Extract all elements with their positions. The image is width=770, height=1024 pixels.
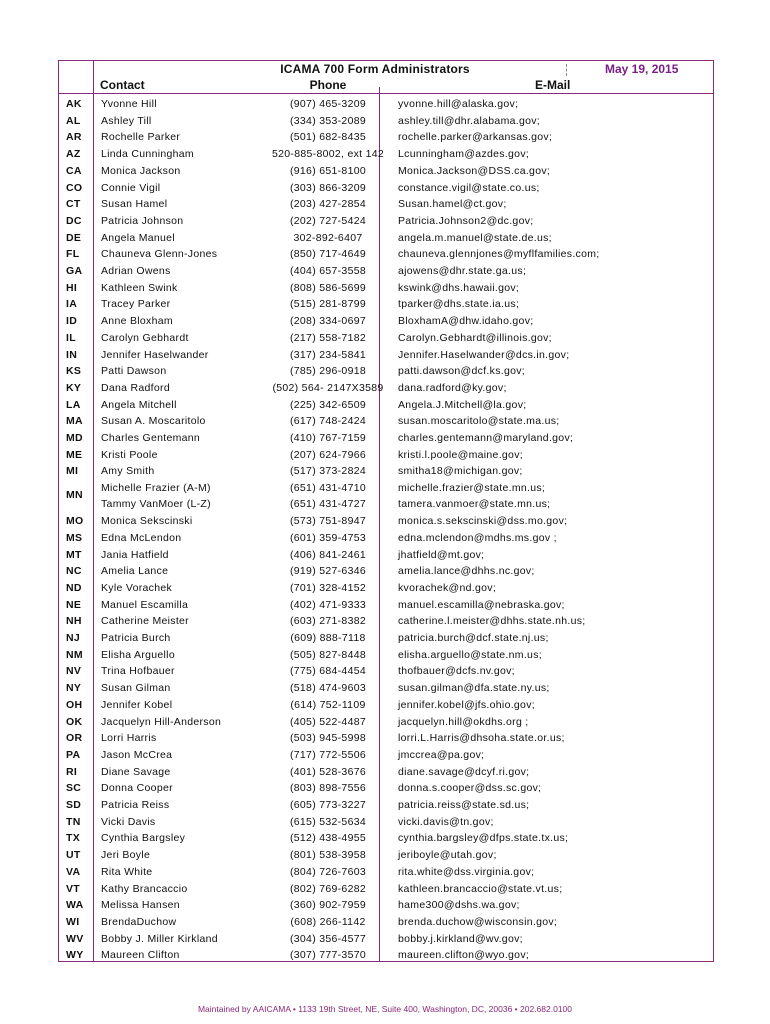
table-row — [58, 897, 713, 914]
contact-phone: (334) 353-2089 — [289, 114, 366, 127]
contact-name: Carolyn Gebhardt — [101, 331, 189, 344]
state-code: IA — [66, 298, 78, 311]
state-code: NY — [66, 682, 82, 695]
state-code: TN — [66, 815, 81, 828]
contact-name: Bobby J. Miller Kirkland — [101, 932, 218, 945]
contact-phone: (617) 748-2424 — [289, 415, 366, 428]
contact-email[interactable]: kathleen.brancaccio@state.vt.us; — [398, 882, 563, 895]
contact-email[interactable]: michelle.frazier@state.mn.us; — [398, 482, 546, 495]
contact-name: Chauneva Glenn-Jones — [101, 248, 218, 261]
contact-email[interactable]: cynthia.bargsley@dfps.state.tx.us; — [398, 832, 569, 845]
contact-email[interactable]: elisha.arguello@state.nm.us; — [398, 648, 542, 661]
contact-phone: (405) 522-4487 — [289, 715, 366, 728]
contact-email[interactable]: Angela.J.Mitchell@la.gov; — [398, 398, 527, 411]
table-row — [58, 313, 713, 330]
table-row — [58, 563, 713, 580]
contact-phone: (701) 328-4152 — [289, 581, 366, 594]
contact-name: Linda Cunningham — [101, 148, 194, 161]
table-row — [58, 747, 713, 764]
contact-phone: (850) 717-4649 — [289, 248, 366, 261]
state-code: MD — [66, 432, 83, 444]
table-row — [58, 530, 713, 547]
contact-email[interactable]: thofbauer@dcfs.nv.gov; — [398, 665, 515, 678]
table-row — [58, 830, 713, 847]
contact-phone: (603) 271-8382 — [289, 615, 366, 628]
contact-name: Diane Savage — [101, 765, 171, 778]
table-row — [58, 597, 713, 614]
table-row — [58, 814, 713, 831]
state-code: KY — [66, 381, 82, 394]
contact-phone: (907) 465-3209 — [289, 98, 366, 110]
state-code: ND — [66, 581, 82, 594]
contact-phone: (517) 373-2824 — [289, 465, 366, 478]
contact-email[interactable]: jmccrea@pa.gov; — [398, 748, 485, 761]
table-row — [58, 413, 713, 430]
table-row — [58, 430, 713, 447]
table-row — [58, 163, 713, 180]
contact-phone: (404) 657-3558 — [289, 265, 366, 277]
contact-phone: (609) 888-7118 — [290, 632, 366, 644]
contact-phone: (402) 471-9333 — [289, 598, 366, 611]
contact-phone: (410) 767-7159 — [289, 432, 366, 444]
contact-name: Michelle Frazier (A-M) — [101, 482, 211, 495]
table-row — [58, 196, 713, 213]
table-row — [58, 613, 713, 630]
contact-name: Maureen Clifton — [101, 949, 180, 962]
contact-phone: (360) 902-7959 — [289, 899, 366, 912]
state-code: DE — [66, 231, 82, 244]
contact-name: Vicki Davis — [101, 815, 156, 828]
contact-phone: (785) 296-0918 — [289, 365, 366, 378]
table-row — [58, 714, 713, 731]
contact-email[interactable]: rochelle.parker@arkansas.gov; — [398, 131, 553, 144]
table-row — [58, 447, 713, 464]
contact-name: Lorri Harris — [101, 732, 157, 745]
contact-email[interactable]: kswink@dhs.hawaii.gov; — [398, 281, 520, 294]
contact-name: Yvonne Hill — [101, 98, 157, 110]
contact-phone: (802) 769-6282 — [289, 882, 366, 895]
contact-name: Angela Mitchell — [101, 398, 177, 411]
contact-name: Charles Gentemann — [101, 432, 201, 444]
contact-name: Melissa Hansen — [101, 899, 180, 912]
contact-name: Dana Radford — [101, 381, 170, 394]
contact-email[interactable]: kvorachek@nd.gov; — [398, 581, 497, 594]
contact-phone: (307) 777-3570 — [289, 949, 366, 962]
contact-email[interactable]: Carolyn.Gebhardt@illinois.gov; — [398, 331, 552, 344]
contact-phone: (804) 726-7603 — [289, 865, 366, 878]
contact-phone: (317) 234-5841 — [289, 348, 366, 361]
contact-name: Jania Hatfield — [101, 548, 169, 561]
state-code: WA — [66, 899, 84, 912]
contact-phone: (605) 773-3227 — [289, 799, 366, 811]
contact-email[interactable]: Patricia.Johnson2@dc.gov; — [398, 214, 534, 227]
contact-email[interactable]: chauneva.glennjones@myflfamilies.com; — [398, 248, 600, 261]
contact-phone: (801) 538-3958 — [289, 849, 366, 862]
state-code: NH — [66, 615, 82, 628]
table-row — [58, 113, 713, 130]
state-code: AK — [66, 98, 82, 110]
contact-name: Patti Dawson — [101, 365, 167, 378]
state-code: MA — [66, 415, 83, 428]
state-code: ME — [66, 448, 83, 461]
state-code: TX — [66, 832, 81, 845]
table-row — [58, 680, 713, 697]
contact-email[interactable]: patricia.reiss@state.sd.us; — [398, 799, 530, 811]
state-code: AR — [66, 131, 82, 144]
contact-phone: (573) 751-8947 — [289, 515, 366, 528]
contact-phone: (217) 558-7182 — [289, 331, 366, 344]
contact-email[interactable]: monica.s.sekscinski@dss.mo.gov; — [398, 515, 568, 528]
contact-phone: (512) 438-4955 — [289, 832, 366, 845]
contact-email[interactable]: vicki.davis@tn.gov; — [398, 815, 494, 828]
contact-phone: (919) 527-6346 — [289, 565, 366, 578]
contact-name: Jason McCrea — [101, 748, 173, 761]
contact-email[interactable]: jennifer.kobel@jfs.ohio.gov; — [398, 698, 535, 711]
table-row — [58, 697, 713, 714]
contact-name: Patricia Burch — [101, 632, 171, 644]
state-code: WV — [66, 932, 84, 945]
contact-phone: (225) 342-6509 — [289, 398, 366, 411]
contact-phone: (518) 474-9603 — [289, 682, 366, 695]
contact-email[interactable]: kristi.l.poole@maine.gov; — [398, 448, 523, 461]
contact-name: BrendaDuchow — [101, 915, 177, 928]
state-code: IN — [66, 348, 78, 361]
state-code: IL — [66, 331, 76, 344]
header-contact: Contact — [100, 78, 145, 92]
table-row — [58, 180, 713, 197]
contact-email[interactable]: Monica.Jackson@DSS.ca.gov; — [398, 164, 551, 177]
state-code: CA — [66, 164, 82, 177]
contact-name: Monica Sekscinski — [101, 515, 193, 528]
table-row — [58, 864, 713, 881]
contact-name: Trina Hofbauer — [101, 665, 175, 678]
contact-email[interactable]: tamera.vanmoer@state.mn.us; — [398, 498, 551, 511]
table-row — [58, 580, 713, 597]
contact-phone: (304) 356-4577 — [289, 932, 366, 945]
state-code: MN — [66, 489, 83, 502]
table-row — [58, 663, 713, 680]
state-code: RI — [66, 765, 78, 778]
table-row — [58, 764, 713, 781]
contact-email[interactable]: charles.gentemann@maryland.gov; — [398, 432, 574, 444]
state-code: MI — [66, 465, 79, 478]
contact-email[interactable]: lorri.L.Harris@dhsoha.state.or.us; — [398, 732, 565, 745]
state-code: CO — [66, 181, 83, 194]
state-code: WI — [66, 915, 80, 928]
contact-phone: (501) 682-8435 — [289, 131, 366, 144]
table-row — [58, 280, 713, 297]
contact-email[interactable]: ajowens@dhr.state.ga.us; — [398, 265, 527, 277]
contact-phone: 520-885-8002, ext 142 — [272, 148, 384, 161]
table-row — [58, 463, 713, 480]
state-code: VA — [66, 865, 81, 878]
contact-phone: (202) 727-5424 — [289, 214, 366, 227]
contact-phone: (208) 334-0697 — [289, 315, 366, 328]
contact-phone: (808) 586-5699 — [289, 281, 366, 294]
contact-phone: (614) 752-1109 — [290, 698, 366, 711]
state-code: WY — [66, 949, 84, 962]
contact-email[interactable]: Lcunningham@azdes.gov; — [398, 148, 530, 161]
contact-name: Adrian Owens — [101, 265, 171, 277]
contact-phone: (505) 827-8448 — [289, 648, 366, 661]
contact-email[interactable]: bobby.j.kirkland@wv.gov; — [398, 932, 523, 945]
contact-name: Susan A. Moscaritolo — [101, 415, 206, 428]
contact-phone: (406) 841-2461 — [289, 548, 366, 561]
table-row — [58, 480, 713, 513]
contact-phone: (515) 281-8799 — [289, 298, 366, 311]
contact-email[interactable]: patricia.burch@dcf.state.nj.us; — [398, 632, 549, 644]
state-code: KS — [66, 365, 82, 378]
state-code: PA — [66, 748, 81, 761]
contact-phone: 302-892-6407 — [293, 231, 363, 244]
contact-phone: (803) 898-7556 — [289, 782, 366, 795]
contact-phone: (503) 945-5998 — [289, 732, 366, 745]
contact-phone: (203) 427-2854 — [289, 198, 366, 211]
table-row — [58, 847, 713, 864]
contact-phone: (601) 359-4753 — [289, 531, 366, 544]
table-row — [58, 347, 713, 364]
header-email: E-Mail — [535, 78, 571, 92]
contact-name: Tammy VanMoer (L-Z) — [101, 498, 211, 511]
state-code: AL — [66, 114, 81, 127]
contact-phone: (651) 431-4727 — [289, 498, 366, 511]
state-code: MT — [66, 548, 82, 561]
state-code: NE — [66, 598, 82, 611]
state-code: CT — [66, 198, 81, 211]
table-row — [58, 96, 713, 113]
state-code: OK — [66, 715, 83, 728]
contact-name: Tracey Parker — [101, 298, 171, 311]
table-row — [58, 647, 713, 664]
contact-email[interactable]: tparker@dhs.state.ia.us; — [398, 298, 520, 311]
state-code: OH — [66, 698, 83, 711]
table-row — [58, 630, 713, 647]
contact-name: Rochelle Parker — [101, 131, 181, 144]
state-code: GA — [66, 265, 83, 277]
contact-email[interactable]: patti.dawson@dcf.ks.gov; — [398, 365, 526, 378]
contact-email[interactable]: ashley.till@dhr.alabama.gov; — [398, 114, 541, 127]
table-row — [58, 363, 713, 380]
state-code: NM — [66, 648, 83, 661]
contact-email[interactable]: jhatfield@mt.gov; — [398, 548, 485, 561]
state-code: SC — [66, 782, 82, 795]
contact-phone: (916) 651-8100 — [289, 164, 366, 177]
contact-email[interactable]: BloxhamA@dhw.idaho.gov; — [398, 315, 534, 328]
table-row — [58, 230, 713, 247]
state-code: MO — [66, 515, 84, 528]
contact-name: Kathleen Swink — [101, 281, 178, 294]
contact-email[interactable]: susan.moscaritolo@state.ma.us; — [398, 415, 560, 428]
table-row — [58, 129, 713, 146]
table-row — [58, 146, 713, 163]
contact-email[interactable]: Jennifer.Haselwander@dcs.in.gov; — [398, 348, 570, 361]
contact-email[interactable]: maureen.clifton@wyo.gov; — [398, 949, 530, 962]
state-code: ID — [66, 315, 78, 328]
contact-name: Monica Jackson — [101, 164, 181, 177]
contact-phone: (615) 532-5634 — [289, 815, 366, 828]
contact-email[interactable]: catherine.l.meister@dhhs.state.nh.us; — [398, 615, 586, 628]
contact-email[interactable]: edna.mclendon@mdhs.ms.gov ; — [398, 531, 557, 544]
table-row — [58, 881, 713, 898]
contact-email[interactable]: yvonne.hill@alaska.gov; — [398, 98, 519, 110]
contact-name: Susan Hamel — [101, 198, 168, 211]
contact-name: Connie Vigil — [101, 181, 161, 194]
contact-name: Patricia Reiss — [101, 799, 170, 811]
contact-name: Kyle Vorachek — [101, 581, 173, 594]
contact-email[interactable]: donna.s.cooper@dss.sc.gov; — [398, 782, 542, 795]
contact-phone: (401) 528-3676 — [289, 765, 366, 778]
state-code: LA — [66, 398, 81, 411]
contact-phone: (775) 684-4454 — [289, 665, 366, 678]
state-code: SD — [66, 799, 82, 811]
contact-email[interactable]: angela.m.manuel@state.de.us; — [398, 231, 552, 244]
contact-name: Elisha Arguello — [101, 648, 175, 661]
header-divider — [58, 93, 713, 94]
contact-name: Donna Cooper — [101, 782, 173, 795]
contact-email[interactable]: constance.vigil@state.co.us; — [398, 181, 540, 194]
contact-name: Jacquelyn Hill-Anderson — [101, 715, 222, 728]
state-code: NJ — [66, 632, 81, 644]
contact-name: Angela Manuel — [101, 231, 175, 244]
table-row — [58, 780, 713, 797]
contact-name: Cynthia Bargsley — [101, 832, 186, 845]
contact-phone: (303) 866-3209 — [289, 181, 366, 194]
contact-phone: (717) 772-5506 — [289, 748, 366, 761]
contact-email[interactable]: dana.radford@ky.gov; — [398, 381, 507, 394]
table-row — [58, 246, 713, 263]
table-row — [58, 296, 713, 313]
table-row — [58, 547, 713, 564]
contact-phone: (207) 624-7966 — [289, 448, 366, 461]
contact-phone: (608) 266-1142 — [290, 915, 366, 928]
contact-phone: (502) 564- 2147X3589 — [272, 381, 384, 394]
table-row — [58, 330, 713, 347]
contact-name: Anne Bloxham — [101, 315, 173, 328]
footer-text: Maintained by AAICAMA • 1133 19th Street, NE, Suite 400, Washington, DC, 20036 • 202.682.0100 — [197, 1004, 573, 1014]
table-row — [58, 797, 713, 814]
table-row — [58, 914, 713, 931]
contact-phone: (651) 431-4710 — [289, 482, 366, 495]
state-code: AZ — [66, 148, 81, 161]
table-row — [58, 730, 713, 747]
table-row — [58, 513, 713, 530]
table-row — [58, 397, 713, 414]
state-code: FL — [66, 248, 80, 261]
contact-name: Ashley Till — [101, 114, 152, 127]
document-title: ICAMA 700 Form Administrators — [280, 62, 470, 76]
contact-name: Kathy Brancaccio — [101, 882, 188, 895]
table-row — [58, 380, 713, 397]
table-row — [58, 263, 713, 280]
document-date: May 19, 2015 — [605, 62, 679, 76]
contact-email[interactable]: rita.white@dss.virginia.gov; — [398, 865, 535, 878]
contact-email[interactable]: Susan.hamel@ct.gov; — [398, 198, 507, 211]
state-code: UT — [66, 849, 81, 862]
table-row — [58, 931, 713, 948]
contact-name: Jennifer Kobel — [101, 698, 173, 711]
contact-email[interactable]: hame300@dshs.wa.gov; — [398, 899, 520, 912]
contact-name: Catherine Meister — [101, 615, 189, 628]
state-code: HI — [66, 281, 78, 294]
contact-name: Edna McLendon — [101, 531, 182, 544]
state-code: DC — [66, 214, 82, 227]
table-row — [58, 947, 713, 964]
state-code: OR — [66, 732, 83, 745]
contact-email[interactable]: jacquelyn.hill@okdhs.org ; — [398, 715, 529, 728]
contact-email[interactable]: brenda.duchow@wisconsin.gov; — [398, 915, 558, 928]
contact-name: Kristi Poole — [101, 448, 158, 461]
contact-name: Amelia Lance — [101, 565, 169, 578]
contact-name: Jeri Boyle — [101, 849, 151, 862]
state-code: MS — [66, 531, 83, 544]
contact-email[interactable]: jeriboyle@utah.gov; — [398, 849, 497, 862]
contact-name: Rita White — [101, 865, 153, 878]
state-code: NV — [66, 665, 82, 678]
contact-name: Amy Smith — [101, 465, 155, 478]
contact-email[interactable]: manuel.escamilla@nebraska.gov; — [398, 598, 565, 611]
state-code: NC — [66, 565, 82, 578]
header-phone: Phone — [309, 78, 347, 92]
contact-name: Patricia Johnson — [101, 214, 184, 227]
print-area-marker — [566, 64, 567, 76]
contact-email[interactable]: susan.gilman@dfa.state.ny.us; — [398, 682, 550, 695]
contact-name: Susan Gilman — [101, 682, 171, 695]
contact-name: Jennifer Haselwander — [101, 348, 209, 361]
table-row — [58, 213, 713, 230]
state-code: VT — [66, 882, 81, 895]
contact-email[interactable]: smitha18@michigan.gov; — [398, 465, 523, 478]
contact-email[interactable]: diane.savage@dcyf.ri.gov; — [398, 765, 530, 778]
contact-email[interactable]: amelia.lance@dhhs.nc.gov; — [398, 565, 535, 578]
contact-name: Manuel Escamilla — [101, 598, 189, 611]
